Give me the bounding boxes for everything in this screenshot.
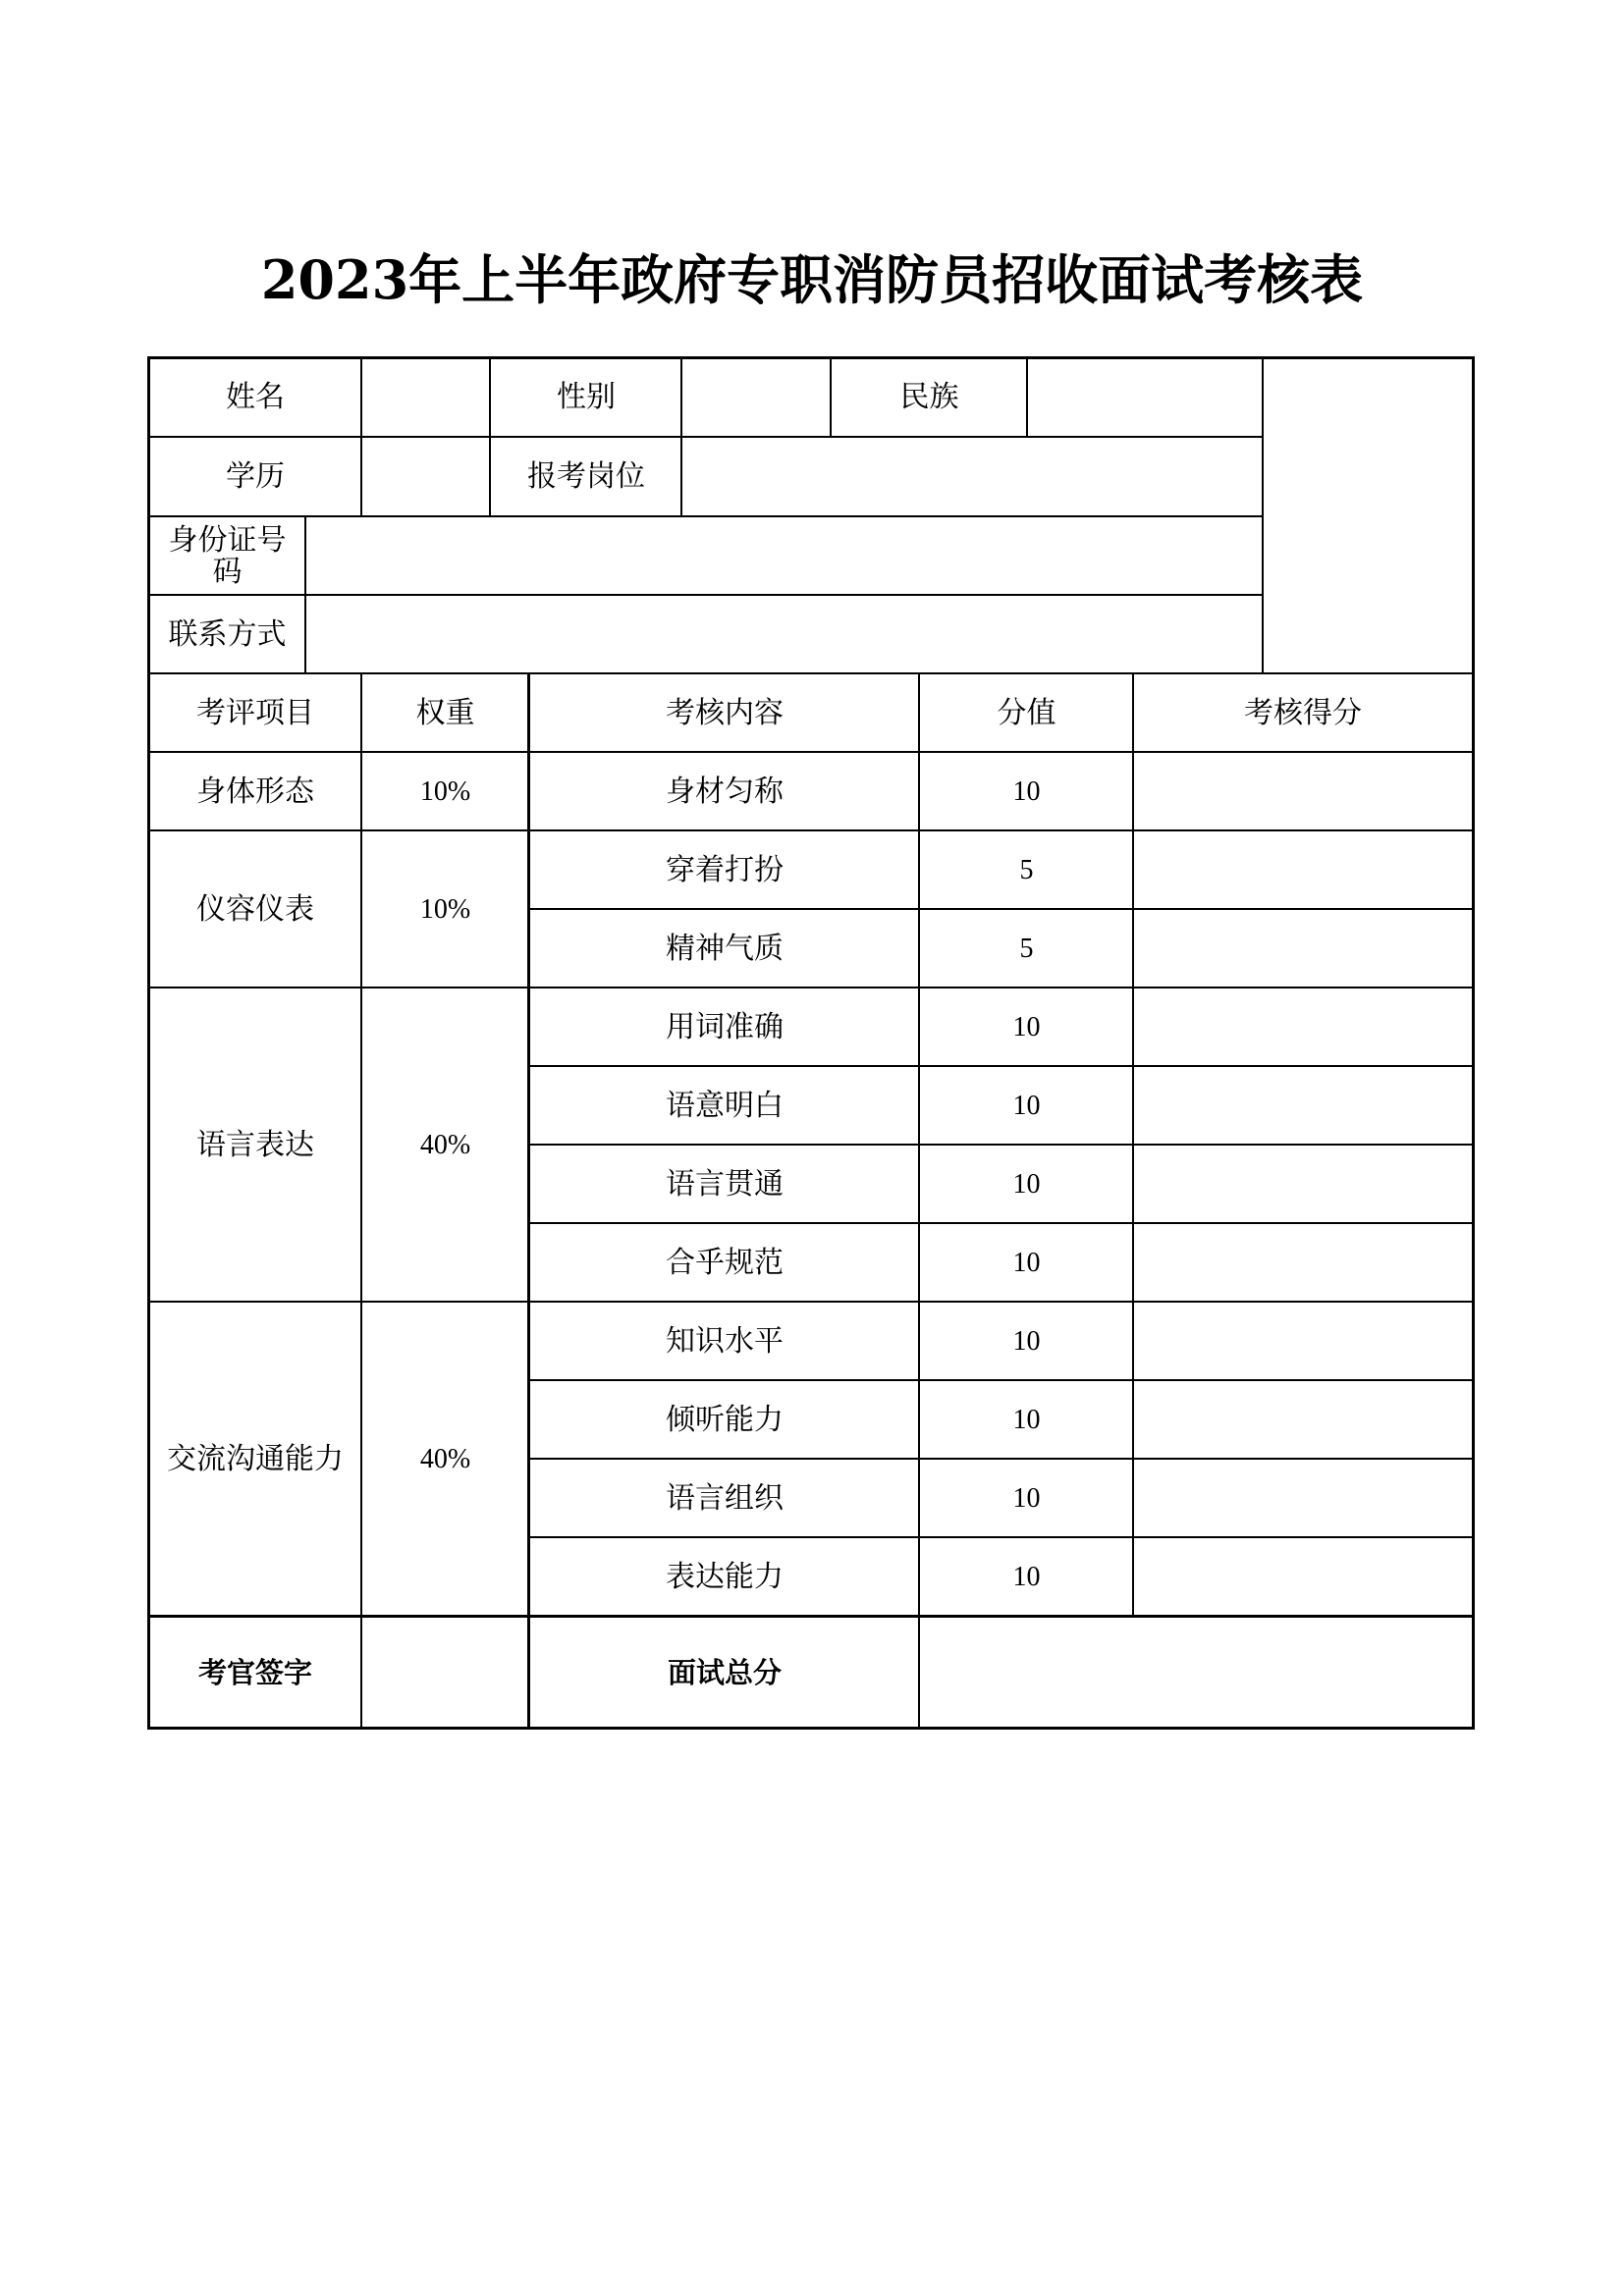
item-content: 穿着打扮 <box>666 852 784 887</box>
item-points: 10 <box>1012 1561 1041 1592</box>
examiner-signature-label: 考官签字 <box>197 1656 312 1689</box>
item-content: 精神气质 <box>666 931 784 966</box>
gender-field[interactable] <box>682 358 831 437</box>
item-score-field[interactable] <box>1134 910 1472 988</box>
item-points: 10 <box>1012 1090 1041 1121</box>
item-content: 合乎规范 <box>666 1245 784 1280</box>
header-points: 分值 <box>997 695 1056 730</box>
item-content: 语言贯通 <box>666 1166 784 1201</box>
category-weight: 10% <box>419 775 471 807</box>
item-content: 身材匀称 <box>666 774 784 809</box>
item-content: 表达能力 <box>666 1559 784 1594</box>
total-score-field[interactable] <box>920 1618 1472 1728</box>
category-name: 身体形态 <box>196 774 314 809</box>
item-points: 10 <box>1012 1168 1041 1200</box>
contact-field[interactable] <box>306 596 1262 673</box>
position-field[interactable] <box>682 438 1262 516</box>
item-score-field[interactable] <box>1134 1067 1472 1145</box>
item-score-field[interactable] <box>1134 1303 1472 1380</box>
photo-area[interactable] <box>1264 358 1472 673</box>
item-points: 10 <box>1012 1404 1041 1435</box>
item-content: 用词准确 <box>666 1009 784 1044</box>
item-score-field[interactable] <box>1134 753 1472 830</box>
item-points: 5 <box>1019 854 1034 885</box>
examiner-signature-field[interactable] <box>362 1618 528 1728</box>
id-number-field[interactable] <box>306 517 1262 595</box>
item-content: 知识水平 <box>666 1323 784 1359</box>
header-content: 考核内容 <box>666 695 784 730</box>
id-number-label <box>149 517 305 595</box>
page-title: 2023年上半年政府专职消防员招收面试考核表 <box>260 248 1364 311</box>
border-right <box>1472 356 1475 1730</box>
item-points: 10 <box>1012 1011 1041 1042</box>
category-weight: 10% <box>419 893 471 925</box>
item-score-field[interactable] <box>1134 831 1472 909</box>
name-label: 姓名 <box>226 380 285 414</box>
education-label: 学历 <box>226 459 285 494</box>
category-weight: 40% <box>419 1443 471 1474</box>
gender-label: 性别 <box>557 380 616 414</box>
id-number-label-text: 身份证号码 <box>168 522 287 589</box>
item-score-field[interactable] <box>1134 1224 1472 1302</box>
item-points: 10 <box>1012 1482 1041 1514</box>
item-score-field[interactable] <box>1134 1146 1472 1223</box>
ethnicity-label: 民族 <box>899 380 959 414</box>
header-score: 考核得分 <box>1244 695 1362 730</box>
item-score-field[interactable] <box>1134 988 1472 1066</box>
header-weight: 权重 <box>415 695 475 730</box>
name-field[interactable] <box>362 358 490 437</box>
item-content: 语言组织 <box>666 1480 784 1516</box>
education-field[interactable] <box>362 438 490 516</box>
item-score-field[interactable] <box>1134 1460 1472 1537</box>
item-content: 倾听能力 <box>666 1402 784 1437</box>
total-score-label: 面试总分 <box>667 1656 782 1689</box>
contact-label: 联系方式 <box>168 616 287 652</box>
ethnicity-field[interactable] <box>1028 358 1262 437</box>
header-item: 考评项目 <box>196 695 314 730</box>
category-name: 语言表达 <box>196 1127 314 1162</box>
item-score-field[interactable] <box>1134 1538 1472 1616</box>
category-name: 交流沟通能力 <box>167 1441 344 1476</box>
item-points: 10 <box>1012 1325 1041 1357</box>
category-weight: 40% <box>419 1129 471 1160</box>
item-score-field[interactable] <box>1134 1381 1472 1459</box>
item-points: 10 <box>1012 1247 1041 1278</box>
position-label: 报考岗位 <box>527 459 645 494</box>
item-points: 5 <box>1019 933 1034 964</box>
item-points: 10 <box>1012 775 1041 807</box>
category-name: 仪容仪表 <box>196 891 314 927</box>
item-content: 语意明白 <box>666 1088 784 1123</box>
